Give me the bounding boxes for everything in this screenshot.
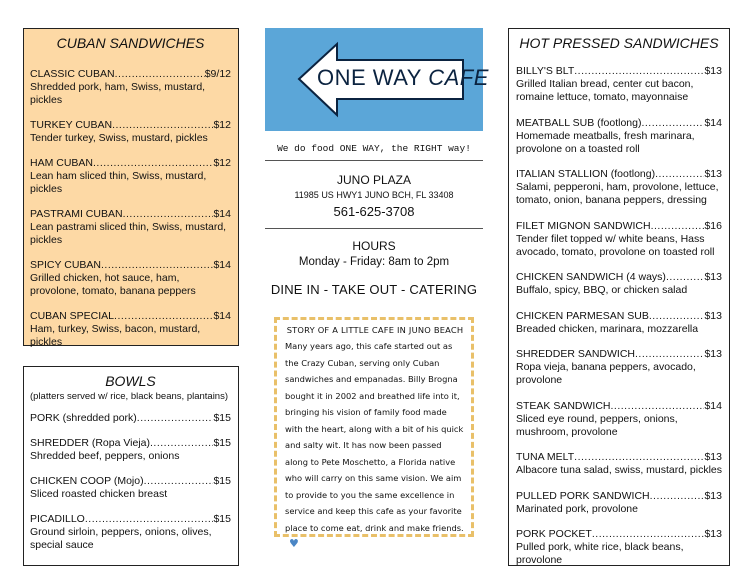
dot-leader (150, 437, 213, 450)
menu-item-heading (516, 271, 722, 284)
logo-text-main: ONE WAY (317, 65, 422, 90)
menu-item-heading (516, 117, 722, 130)
menu-item-name: CUBAN SPECIAL (30, 310, 115, 322)
dot-leader (574, 65, 704, 78)
menu-item-heading (30, 259, 231, 272)
menu-item-name: STEAK SANDWICH (516, 399, 611, 412)
dot-leader (649, 310, 705, 323)
menu-item-description: Ground sirloin, peppers, onions, olives, special sauce (30, 526, 212, 551)
menu-item (30, 412, 231, 425)
menu-item-price: $12 (213, 119, 231, 131)
address: 11985 US HWY1 JUNO BCH, FL 33408 (294, 190, 454, 200)
bowls-panel (23, 366, 239, 566)
menu-item-description: Salami, pepperoni, ham, provolone, lettuce, tomato, onion, banana peppers, dressing (516, 181, 719, 206)
menu-item-description: Breaded chicken, marinara, mozzarella (516, 322, 699, 335)
menu-item-name: TUNA MELT (516, 451, 575, 463)
menu-item-description: Lean ham sliced thin, Swiss, mustard, pickles (30, 170, 207, 195)
dot-leader (635, 348, 704, 361)
menu-item-name: PICADILLO (30, 513, 85, 525)
menu-item-heading (516, 310, 722, 323)
hot-pressed-title: HOT PRESSED SANDWICHES (519, 35, 719, 51)
menu-item-price: $13 (704, 271, 722, 283)
dot-leader (592, 528, 705, 541)
cuban-sandwiches-panel (23, 28, 239, 346)
menu-item (30, 310, 231, 349)
menu-item-heading (30, 157, 231, 170)
menu-item-description: Shredded beef, peppers, onions (30, 450, 180, 462)
menu-item-name: PULLED PORK SANDWICH (516, 489, 650, 502)
dot-leader (115, 68, 205, 81)
menu-item-heading (516, 528, 722, 541)
menu-item-description: Pulled pork, white rice, black beans, provolone (516, 541, 684, 566)
menu-item-price: $15 (213, 412, 231, 424)
menu-item-description: Tender turkey, Swiss, mustard, pickles (30, 132, 208, 144)
menu-item-heading (30, 208, 231, 221)
menu-item-heading (516, 451, 722, 464)
menu-item-heading (516, 65, 722, 78)
menu-item-description: Ropa vieja, banana peppers, avocado, provolone (516, 361, 696, 386)
dot-leader (641, 117, 704, 130)
hot-pressed-sandwiches-panel (508, 28, 730, 566)
menu-item (30, 513, 231, 552)
menu-item-name: PORK (shredded pork) (30, 412, 137, 424)
menu-item-price: $14 (213, 310, 231, 322)
menu-item-price: $15 (213, 437, 231, 449)
menu-item-description: Shredded pork, ham, Swiss, mustard, pickles (30, 81, 206, 106)
menu-item-heading (516, 400, 722, 413)
menu-item-name: TURKEY CUBAN (30, 119, 113, 131)
bowls-menu-list (30, 412, 231, 552)
menu-item-name: CLASSIC CUBAN (30, 68, 115, 80)
menu-item-description: Lean pastrami sliced thin, Swiss, mustard, pickles (30, 221, 227, 246)
menu-item (516, 528, 722, 567)
menu-item (30, 208, 231, 247)
menu-item-heading (30, 437, 231, 450)
logo-text (317, 65, 489, 91)
center-info-column (265, 28, 489, 297)
menu-item-price: $13 (704, 451, 722, 463)
menu-item (30, 119, 231, 145)
menu-item-name: BILLY'S BLT (516, 65, 575, 77)
menu-item-description: Ham, turkey, Swiss, bacon, mustard, pickles (30, 323, 201, 348)
hot-menu-list (516, 65, 722, 567)
hours-title: HOURS (352, 239, 396, 253)
dot-leader (123, 208, 214, 221)
menu-item-price: $13 (704, 65, 722, 77)
bowls-title: BOWLS (105, 373, 156, 389)
services-line: DINE IN - TAKE OUT - CATERING (270, 282, 478, 297)
menu-item-price: $15 (213, 513, 231, 525)
menu-item-description: Sliced eye round, peppers, onions, mushroom, provolone (516, 412, 678, 438)
dot-leader (114, 310, 213, 323)
menu-item-description: Buffalo, spicy, BBQ, or chicken salad (516, 284, 688, 296)
menu-item (516, 400, 722, 439)
story-box (274, 317, 474, 550)
menu-item (516, 65, 722, 104)
tagline: We do food ONE WAY, the RIGHT way! (265, 143, 483, 161)
menu-item-description: Grilled chicken, hot sauce, ham, provolone, tomato, banana peppers (30, 272, 196, 297)
story-text: Many years ago, this cafe started out as the Crazy Cuban, serving only Cuban sandwiches and empanadas. Billy Brogna bought it in 2002 and breathed life into it, bringing his vision of family food made with the heart, along with a bit of his quick and salty wit. It has now been passed along to Pete Moschetto, a Florida native who will carry on this same vision. We aim to provide to you the same excellence in service and keep this cafe as your favorite place to come eat, drink and make friends. (285, 341, 464, 533)
menu-item-description: Tender filet topped w/ white beans, Hass avocado, tomato, provolone on toasted roll (516, 232, 715, 258)
menu-item-heading (30, 513, 231, 526)
logo-text-cafe: CAFE (428, 65, 489, 90)
dot-leader (101, 259, 213, 272)
menu-item-price: $13 (704, 168, 722, 180)
cuban-sandwiches-title: CUBAN SANDWICHES (56, 35, 205, 51)
menu-item-name: SHREDDER SANDWICH (516, 348, 636, 360)
bowls-note: (platters served w/ rice, black beans, plantains) (30, 391, 229, 402)
menu-item-heading (30, 412, 231, 425)
menu-item-description: Sliced roasted chicken breast (30, 488, 168, 500)
menu-item-heading (516, 490, 722, 503)
menu-item-heading (516, 348, 722, 361)
menu-item-name: CHICKEN COOP (Mojo) (30, 475, 144, 487)
menu-item (516, 117, 722, 156)
menu-item-heading (30, 310, 231, 323)
menu-item (30, 475, 231, 501)
menu-item-heading (30, 119, 231, 132)
menu-item (30, 68, 231, 107)
menu-item-name: MEATBALL SUB (footlong) (516, 116, 642, 129)
location-name: JUNO PLAZA (336, 173, 411, 187)
one-way-cafe-logo (265, 28, 489, 131)
menu-item-price: $14 (213, 208, 231, 220)
menu-item-name: SHREDDER (Ropa Vieja) (30, 437, 151, 449)
cuban-menu-list (30, 68, 231, 349)
menu-item-heading (516, 220, 722, 233)
menu-item-heading (516, 168, 722, 181)
dot-leader (85, 513, 214, 526)
dot-leader (666, 271, 705, 284)
dot-leader (144, 475, 214, 488)
menu-item (516, 271, 722, 297)
menu-item-name: HAM CUBAN (30, 157, 94, 169)
menu-item-description: Albacore tuna salad, swiss, mustard, pickles (516, 464, 723, 476)
menu-item-price: $9/12 (204, 68, 231, 80)
menu-item-name: PORK POCKET (516, 528, 592, 540)
menu-item (516, 310, 722, 336)
menu-item-price: $14 (213, 259, 231, 271)
menu-item (516, 451, 722, 477)
dot-leader (655, 168, 704, 181)
menu-item-name: SPICY CUBAN (30, 259, 101, 271)
dot-leader (574, 451, 704, 464)
menu-item-name: PASTRAMI CUBAN (30, 208, 123, 220)
menu-item-name: CHICKEN PARMESAN SUB (516, 309, 649, 322)
menu-item-price: $13 (704, 528, 722, 540)
menu-item-price: $14 (704, 399, 722, 412)
menu-item-price: $13 (704, 489, 722, 502)
dot-leader (137, 412, 214, 425)
menu-item-description: Grilled Italian bread, center cut bacon, romaine lettuce, tomato, mayonnaise (516, 78, 694, 103)
menu-item-price: $15 (213, 475, 231, 487)
menu-item (30, 259, 231, 298)
menu-item-heading (30, 68, 231, 81)
menu-item-price: $13 (704, 309, 722, 322)
dot-leader (651, 220, 705, 233)
menu-item-name: FILET MIGNON SANDWICH (516, 219, 651, 232)
menu-item-price: $14 (704, 116, 722, 129)
hours-text: Monday - Friday: 8am to 2pm (298, 256, 450, 268)
phone-number[interactable]: 561-625-3708 (265, 204, 483, 229)
menu-item-description: Marinated pork, provolone (516, 502, 638, 515)
story-title: STORY OF A LITTLE CAFE IN JUNO BEACH (286, 325, 464, 335)
menu-item-heading (30, 475, 231, 488)
dot-leader (611, 400, 705, 413)
menu-item (516, 168, 722, 207)
menu-item (30, 157, 231, 196)
menu-item (516, 348, 722, 387)
menu-item-name: ITALIAN STALLION (footlong) (516, 168, 656, 180)
heart-icon: ♥ (289, 537, 299, 550)
dot-leader (650, 490, 705, 503)
dot-leader (112, 119, 213, 132)
menu-item-price: $12 (213, 157, 231, 169)
dot-leader (93, 157, 213, 170)
menu-item (516, 220, 722, 259)
menu-item (516, 490, 722, 516)
menu-item-price: $13 (704, 348, 722, 360)
menu-item-description: Homemade meatballs, fresh marinara, provolone on a toasted roll (516, 129, 695, 155)
menu-item-price: $16 (704, 219, 722, 232)
menu-item-name: CHICKEN SANDWICH (4 ways) (516, 271, 666, 283)
story-body (285, 338, 465, 553)
menu-item (30, 437, 231, 463)
